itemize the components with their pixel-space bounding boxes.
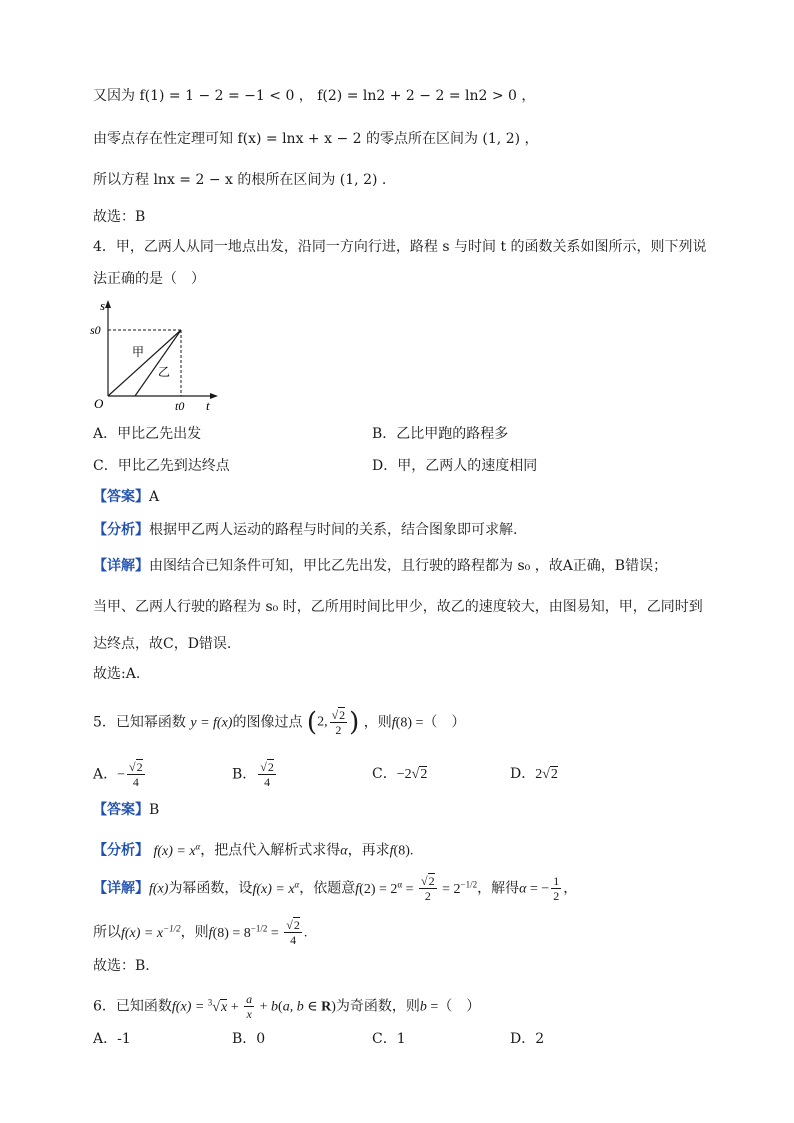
q4-option-b-text: B．乙比甲跑的路程多 — [372, 426, 509, 442]
yi-label: 乙 — [158, 365, 171, 379]
q5-func-expr: y = f(x) — [190, 715, 233, 731]
q4-option-d — [372, 456, 537, 476]
q4-analysis-tag: 【分析】 — [93, 522, 149, 538]
q6-option-c-text: C．1 — [372, 1031, 406, 1047]
q5-analysis-expr: $f(x) = x^\alpha$ — [153, 841, 201, 859]
q4-answer — [93, 487, 159, 507]
q4-analysis — [93, 520, 517, 540]
q6-option-c — [372, 1029, 406, 1049]
prev-choice-text: 故选：B — [93, 209, 146, 225]
q5-detail-text2: ，依题意 — [299, 880, 356, 897]
q4-option-a-text: A．甲比乙先出发 — [93, 426, 202, 442]
prev-solution-line-2 — [93, 129, 539, 149]
q4-detail-line-2 — [93, 597, 703, 617]
q5-stem-pre: 5．已知幂函数 — [93, 714, 186, 731]
q4-analysis-text: 根据甲乙两人运动的路程与时间的关系，结合图象即可求解. — [149, 522, 518, 538]
q4-stem1-text: 4．甲，乙两人从同一地点出发，沿同一方向行进，路程 s 与时间 t 的函数关系如图所示，则下列说 — [93, 239, 707, 255]
q4-stem2-text: 法正确的是（ ） — [93, 271, 205, 287]
y-axis-label: s — [100, 298, 106, 313]
q5-answer-tag: 【答案】 — [93, 802, 149, 818]
q5-analysis-tag: 【分析】 — [93, 842, 149, 859]
q4-option-c-text: C．甲比乙先到达终点 — [93, 458, 230, 474]
yi-line — [135, 330, 181, 396]
jia-label: 甲 — [132, 345, 145, 359]
q5-analysis: 【分析】 $f(x) = x^\alpha$，把点代入解析式求得α，再求f(8). — [93, 841, 414, 859]
q5-f8: f — [391, 715, 396, 731]
q4-graph — [88, 296, 228, 416]
q5-option-d: D．2√2 — [510, 766, 558, 782]
q5-detail2-pre: 所以 — [93, 924, 121, 941]
q4-detail-tag: 【详解】 — [93, 558, 149, 574]
q6-option-b-text: B．0 — [232, 1031, 266, 1047]
q5-detail-text3: ，解得 — [477, 880, 520, 897]
q4-detail1-text: 由图结合已知条件可知，甲比乙先出发，且行驶的路程都为 s₀ ，故A正确，B错误； — [149, 558, 668, 574]
q6-option-b — [232, 1029, 265, 1049]
prev-l1-text: 又因为 f(1) = 1 − 2 = −1 < 0 ， f(2) = ln2 + 2 − 2 = ln2 > 0 ， — [93, 88, 536, 104]
q6-stem-end: （ ） — [438, 998, 481, 1015]
q5-option-a: A．− $\frac{√2}{4}$ — [93, 760, 143, 789]
q4-answer-value: A — [149, 489, 160, 505]
y-axis-arrow — [105, 300, 111, 308]
x-axis-label: t — [206, 398, 210, 413]
q6-option-d — [510, 1029, 544, 1049]
q5-point: (2, $\frac{√2}{2}$ ) — [306, 707, 360, 738]
q4-detail-line-3 — [93, 634, 231, 654]
q5-option-b-label: B． — [232, 766, 257, 783]
q5-detail2-mid: ，则 — [180, 924, 209, 941]
q6-stem-pre: 6．已知函数 — [93, 998, 172, 1015]
q5-stem: 5．已知幂函数 y = f(x)的图像过点 (2, $\frac{√2}{2}$ ) ，则f(8) =（ ） — [93, 707, 466, 738]
t0-label: t0 — [175, 399, 185, 413]
q4-detail2-text: 当甲、乙两人行驶的路程为 s₀ 时，乙所用时间比甲少，故乙的速度较大，由图易知，甲，乙同时到 — [93, 599, 703, 615]
s0-label: s0 — [90, 323, 101, 337]
q6-option-a — [93, 1029, 131, 1049]
q5-detail-line-2: 所以$f(x) = x^{-1/2}$，则$f(8) = 8^{-1/2}$ = $\frac{√2}{4}$ . — [93, 918, 308, 948]
prev-solution-line-1 — [93, 86, 535, 106]
q4-answer-tag: 【答案】 — [93, 489, 149, 505]
q5-analysis-text: ，把点代入解析式求得 — [200, 842, 341, 859]
q5-analysis-end: ，再求 — [347, 842, 390, 859]
origin-label: O — [94, 396, 104, 411]
q6-option-a-text: A．-1 — [93, 1031, 131, 1047]
q6-option-d-text: D．2 — [510, 1031, 545, 1047]
q6-func-expr: f(x) = — [171, 999, 208, 1015]
prev-choice — [93, 207, 145, 227]
q5-stem-mid: 的图像过点 — [232, 714, 303, 731]
q5-option-c-label: C． — [372, 766, 397, 782]
prev-solution-line-3 — [93, 170, 386, 190]
q4-stem-line-1 — [93, 237, 707, 257]
q4-stem-line-2 — [93, 269, 205, 289]
q5-answer-value: B — [149, 802, 160, 818]
q5-detail-line-1: 【详解】f(x)为幂函数，设$f(x) = x^\alpha$，依题意$f(2) = 2^\alpha$ = $\frac{√2}{2}$ = $2^{-1/2}$，解得α = − $\frac{1}{2}$ ， — [93, 874, 578, 904]
prev-l3-text: 所以方程 lnx = 2 − x 的根所在区间为 (1, 2) . — [93, 172, 387, 188]
q4-option-c — [93, 456, 230, 476]
q5-option-b: B． $\frac{√2}{4}$ — [232, 760, 274, 789]
q4-detail-line-1 — [93, 556, 667, 576]
q6-stem: 6．已知函数f(x) = $^3$√x + $\frac{a}{x}$ + b(a, b ∈ R)为奇函数，则b =（ ） — [93, 992, 481, 1022]
q4-detail3-text: 达终点，故C，D错误. — [93, 636, 232, 652]
q6-stem-post: 为奇函数，则 — [335, 998, 420, 1015]
q4-option-b — [372, 424, 508, 444]
q5-option-a-label: A． — [93, 766, 118, 783]
q5-answer — [93, 800, 159, 820]
q5-detail-tag: 【详解】 — [93, 880, 149, 897]
jia-line — [108, 330, 181, 396]
q5-stem-post: ，则 — [363, 714, 392, 731]
prev-l2-text: 由零点存在性定理可知 f(x) = lnx + x − 2 的零点所在区间为 (1, 2) ， — [93, 131, 539, 147]
q4-option-d-text: D．甲，乙两人的速度相同 — [372, 458, 538, 474]
x-axis-arrow — [210, 393, 218, 399]
q5-option-c: C．−2√2 — [372, 766, 428, 782]
q5-stem-end: （ ） — [423, 714, 466, 731]
q5-detail-text1: 为幂函数，设 — [168, 880, 253, 897]
q4-choice — [93, 664, 140, 684]
q4-choice-text: 故选:A. — [93, 666, 141, 682]
q5-choice-text: 故选：B. — [93, 958, 150, 974]
q5-option-d-label: D． — [510, 766, 536, 782]
q5-choice — [93, 956, 150, 976]
q4-option-a — [93, 424, 201, 444]
